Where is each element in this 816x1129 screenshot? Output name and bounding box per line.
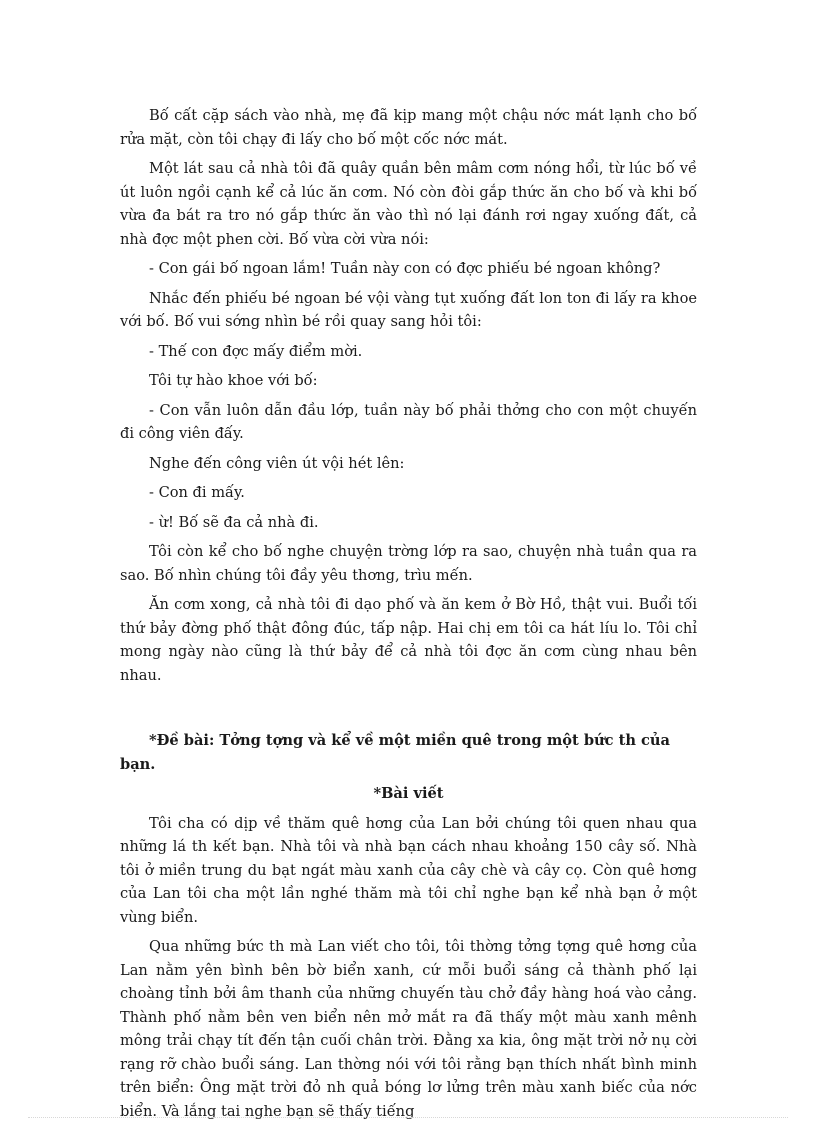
essay-subheading: *Bài viết	[373, 785, 444, 802]
paragraph: Ăn cơm xong, cả nhà tôi đi dạo phố và ăn kem ở Bờ Hồ, thật vui. Buổi tối thứ bảy đờng phố thật đông đúc, tấp nập. Hai chị em tôi ca hát líu lo. Tôi chỉ mong ngày nào cũng là thứ bảy để cả nhà tôi đợc ăn cơm cùng nhau bên nhau.	[120, 596, 697, 684]
dialogue-line: - Con gái bố ngoan lắm! Tuần này con có đợc phiếu bé ngoan không?	[149, 260, 661, 277]
assignment-heading: *Đề bài: Tởng tợng và kể về một miền quê trong một bức th của bạn.	[120, 732, 670, 773]
paragraph: Nhắc đến phiếu bé ngoan bé vội vàng tụt xuống đất lon ton đi lấy ra khoe với bố. Bố vui sớng nhìn bé rồi quay sang hỏi tôi:	[120, 289, 697, 330]
dialogue-line: - Thế con đợc mấy điểm mời.	[149, 342, 363, 360]
paragraph: Bố cất cặp sách vào nhà, mẹ đã kịp mang một chậu nớc mát lạnh cho bố rửa mặt, còn tôi chạy đi lấy cho bố một cốc nớc mát.	[120, 107, 697, 148]
page-bottom-rule	[28, 1117, 788, 1118]
dialogue-line: - ừ! Bố sẽ đa cả nhà đi.	[149, 513, 319, 531]
paragraph: Tôi còn kể cho bố nghe chuyện trờng lớp ra sao, chuyện nhà tuần qua ra sao. Bố nhìn chúng tôi đầy yêu thơng, trìu mến.	[120, 543, 697, 584]
paragraph: Nghe đến công viên út vội hét lên:	[149, 454, 405, 472]
dialogue-line: - Con đi mấy.	[149, 484, 245, 501]
paragraph: Tôi tự hào khoe với bố:	[149, 372, 318, 389]
dialogue-line: - Con vẫn luôn dẫn đầu lớp, tuần này bố phải thởng cho con một chuyến đi công viên đấy.	[120, 401, 697, 442]
paragraph: Tôi cha có dịp về thăm quê hơng của Lan bởi chúng tôi quen nhau qua những lá th kết bạn. Nhà tôi và nhà bạn cách nhau khoảng 150 cây số. Nhà tôi ở miền trung du bạt ngát màu xanh của cây chè và cây cọ. Còn quê hơng của Lan tôi cha một lần nghé thăm mà tôi chỉ nghe bạn kể nhà bạn ở một vùng biển.	[120, 814, 697, 926]
text-column	[120, 104, 697, 1129]
paragraph: Qua những bức th mà Lan viết cho tôi, tôi thờng tởng tợng quê hơng của Lan nằm yên bình bên bờ biển xanh, cứ mỗi buổi sáng cả thành phố lại choàng tỉnh bởi âm thanh của những chuyến tàu chở đầy hàng hoá vào cảng. Thành phố nằm bên ven biển nên mở mắt ra đã thấy một màu xanh mênh mông trải chạy tít đến tận cuối chân trời. Đằng xa kia, ông mặt trời nở nụ cời rạng rỡ chào buổi sáng. Lan thờng nói với tôi rằng bạn thích nhất bình minh trên biển: Ông mặt trời đỏ nh quả bóng lơ lửng trên màu xanh biếc của nớc biển. Và lắng tai nghe bạn sẽ thấy tiếng	[120, 938, 697, 1120]
paragraph: Một lát sau cả nhà tôi đã quây quần bên mâm cơm nóng hổi, từ lúc bố về út luôn ngồi cạnh kể cả lúc ăn cơm. Nó còn đòi gắp thức ăn cho bố và khi bố vừa đa bát ra tro nó gắp thức ăn vào thì nó lại đánh rơi ngay xuống đất, cả nhà đợc một phen cời. Bố vừa cời vừa nói:	[120, 160, 697, 248]
section-gap	[120, 693, 697, 729]
